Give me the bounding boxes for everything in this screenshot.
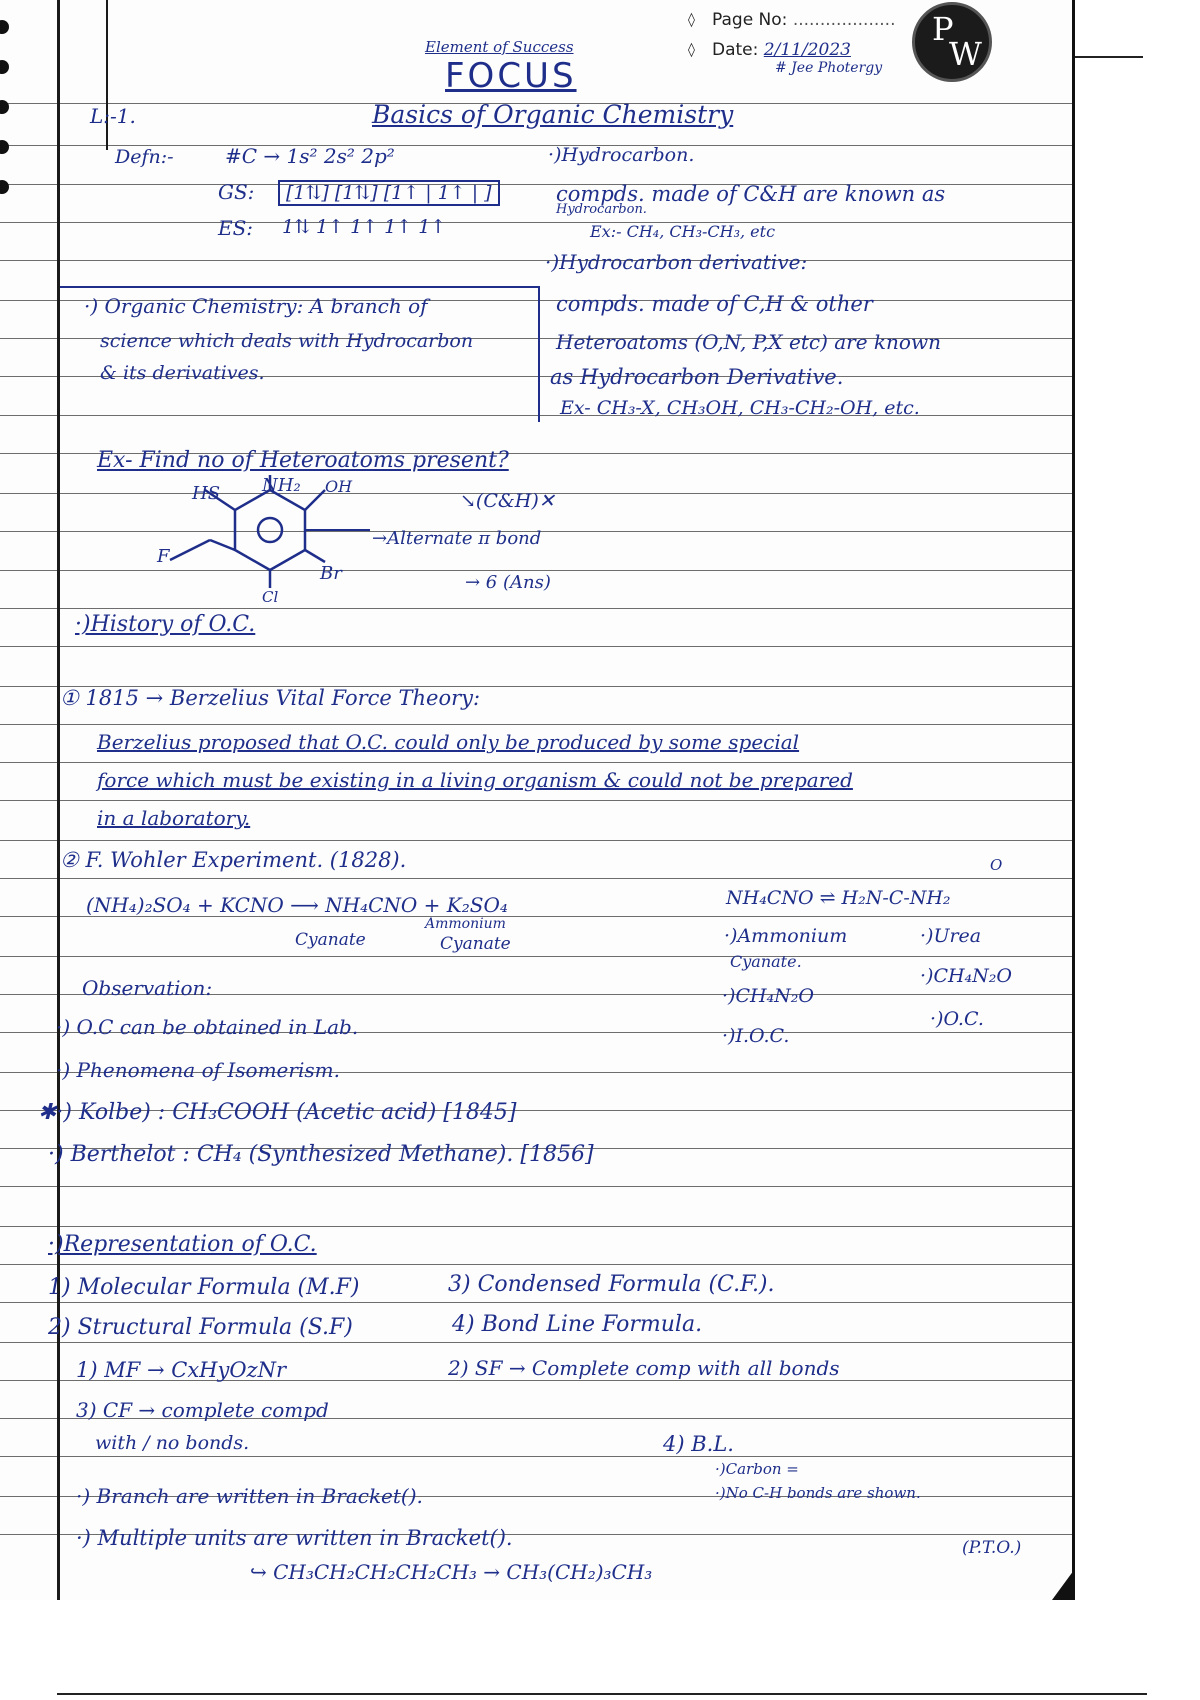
chapter-label: L:-1. [90, 104, 136, 128]
hc-derivative-line-3: as Hydrocarbon Derivative. [550, 365, 844, 389]
page-corner [1052, 1570, 1074, 1600]
kolbe-synthesis: ✱·) Kolbe) : CH₃COOH (Acetic acid) [1845] [38, 1100, 517, 1125]
ammonium-label: Ammonium [425, 916, 506, 932]
condensed-formula-note-1: 3) CF → complete compd [76, 1398, 329, 1422]
date: Date: 2/11/2023 [712, 40, 851, 60]
organic-chemistry-line-3: & its derivatives. [100, 362, 265, 384]
urea-label: ·)Urea [920, 925, 982, 947]
hs-group: HS [192, 483, 221, 504]
observation-1: ·) O.C can be obtained in Lab. [56, 1015, 359, 1039]
ammonium-cyanate-label: Cyanate [440, 934, 511, 954]
hydrocarbon-heading: ·)Hydrocarbon. [548, 144, 695, 166]
organic-chemistry-line-2: science which deals with Hydrocarbon [100, 330, 474, 352]
organic-chemistry-line-1: ·) Organic Chemistry: A branch of [84, 294, 428, 318]
margin-line [57, 0, 60, 1600]
observation-heading: Observation: [82, 976, 213, 1000]
point-2-heading: ② F. Wohler Experiment. (1828). [60, 848, 407, 872]
berthelot-synthesis: ·) Berthelot : CH₄ (Synthesized Methane). [1856] [48, 1142, 594, 1167]
condensed-formula-note-2: with / no bonds. [95, 1432, 250, 1454]
condensed-example: ↪ CH₃CH₂CH₂CH₂CH₃ → CH₃(CH₂)₃CH₃ [250, 1560, 653, 1584]
isomerization-equation: NH₄CNO ⇌ H₂N-C-NH₂ [726, 887, 951, 909]
representation-heading: ·)Representation of O.C. [48, 1232, 317, 1257]
edge-rule [1075, 56, 1143, 58]
excited-state-orbitals: 1⇅ 1↑ 1↑ 1↑ 1↑ [282, 216, 447, 238]
hc-derivative-example: Ex- CH₃-X, CH₃OH, CH₃-CH₂-OH, etc. [560, 397, 920, 419]
hydrocarbon-word: Hydrocarbon. [556, 202, 647, 217]
ground-state-label: GS: [218, 180, 255, 204]
cl-group: Cl [262, 588, 279, 606]
ammonium-cyanate-word: Cyanate. [730, 952, 802, 971]
ammonium-cyanate-head: ·)Ammonium [724, 925, 848, 947]
page-title: Basics of Organic Chemistry [372, 100, 734, 129]
bond-line-heading: 4) B.L. [663, 1432, 734, 1456]
brand-name: FOCUS [445, 56, 577, 96]
bond-line-note-2: ·)No C-H bonds are shown. [715, 1484, 921, 1502]
answer-note-2: →Alternate π bond [372, 528, 542, 549]
representation-1: 1) Molecular Formula (M.F) [48, 1275, 360, 1300]
brand-tagline: Element of Success [425, 38, 574, 56]
pw-logo: P W [912, 2, 992, 82]
point-1-line-2: force which must be existing in a living organism & could not be prepared [97, 768, 853, 792]
structural-formula-note: 2) SF → Complete comp with all bonds [448, 1356, 840, 1380]
page-number: Page No: ................... [712, 10, 896, 30]
organic-compound: ·)O.C. [930, 1008, 984, 1030]
ammonium-cyanate-formula: ·)CH₄N₂O [722, 985, 814, 1007]
wohler-reaction: (NH₄)₂SO₄ + KCNO ⟶ NH₄CNO + K₂SO₄ [86, 893, 508, 917]
hydrocarbon-example: Ex:- CH₄, CH₃-CH₃, etc [590, 222, 776, 241]
representation-4: 4) Bond Line Formula. [452, 1312, 703, 1337]
pto-note: (P.T.O.) [962, 1538, 1022, 1558]
molecular-formula-note: 1) MF → CxHyOzNr [76, 1358, 287, 1382]
bond-line-note-1: ·)Carbon = [715, 1460, 799, 1478]
electron-config: #C → 1s² 2s² 2p² [225, 144, 395, 168]
definition-label: Defn:- [115, 146, 174, 168]
page-edge [1072, 0, 1075, 1600]
hc-derivative-line-1: compds. made of C,H & other [556, 292, 873, 316]
hc-derivative-heading: ·)Hydrocarbon derivative: [545, 250, 808, 274]
multiple-units-note: ·) Multiple units are written in Bracket(). [76, 1526, 513, 1550]
point-1-line-1: Berzelius proposed that O.C. could only be produced by some special [97, 730, 800, 754]
cyanate-label: Cyanate [295, 930, 366, 950]
inorganic-compound: ·)I.O.C. [722, 1025, 790, 1047]
representation-3: 3) Condensed Formula (C.F.). [448, 1272, 775, 1297]
hc-derivative-line-2: Heteroatoms (O,N, P,X etc) are known [556, 330, 941, 354]
oh-group: OH [325, 477, 353, 496]
hashtag: # Jee Photergy [775, 60, 883, 76]
carbonyl-oxygen: O [990, 856, 1003, 874]
f-group: F [157, 546, 170, 567]
point-1-line-3: in a laboratory. [97, 806, 251, 830]
observation-2: ·) Phenomena of Isomerism. [56, 1058, 340, 1082]
ground-state-orbitals: [1⇅] [1⇅] [1↑ | 1↑ | ] [278, 180, 500, 206]
urea-formula: ·)CH₄N₂O [920, 965, 1012, 987]
point-1-heading: ① 1815 → Berzelius Vital Force Theory: [60, 686, 481, 710]
heteroatom-question: Ex- Find no of Heteroatoms present? [97, 448, 509, 473]
hydrocarbon-definition: compds. made of C&H are known as [556, 182, 946, 206]
branch-note: ·) Branch are written in Bracket(). [76, 1484, 423, 1508]
br-group: Br [320, 563, 342, 584]
excited-state-label: ES: [218, 216, 254, 240]
bottom-rule [57, 1693, 1147, 1695]
history-heading: ·)History of O.C. [75, 612, 256, 637]
answer-final: → 6 (Ans) [465, 572, 551, 593]
representation-2: 2) Structural Formula (S.F) [48, 1315, 353, 1340]
answer-note-1: ↘(C&H)✕ [460, 490, 555, 512]
nh2-group: NH₂ [262, 475, 301, 496]
paper-sheet: ◊ ◊ Page No: ................... Date: 2/11/2023 P W Element of Success FOCUS # Jee Photergy L:-1. Basics of Organic Chemistry Defn:- #C → 1s² 2s² 2p² GS: [1⇅] [1⇅] [1↑ | 1↑ | ] ES: 1⇅ 1↑ 1↑ 1↑ 1↑ ·)Hydrocarbon. compds. made of C&H are known as Hydrocarbon. Ex:- CH₄, CH₃-CH₃, etc ·)Hydrocarbon derivative: compds. made of C,H & other Heteroatoms (O,N, P,X etc) are known as Hydrocarbon Derivative. Ex- CH₃-X, CH₃OH, CH₃-CH₂-OH, etc. ·) Organic Chemistry: A branch of science which deals with Hydrocarbon & its derivatives. Ex- Find no of Heteroatoms present? HS NH₂ OH F Br Cl ↘(C&H)✕ →Alternate π bond → 6 (Ans) ·)History of O.C. ① 1815 → Berzelius Vital Force Theory: Berzelius proposed that O.C. could only be produced by some special force which must be existing in a living organism & could not be prepared in a laboratory. ② F. Wohler Experiment. (1828). (NH₄)₂SO₄ + KCNO ⟶ NH₄CNO + K₂SO₄ Cyanate Ammonium Cyanate O NH₄CNO ⇌ H₂N-C-NH₂ ·)Ammonium Cyanate. ·)CH₄N₂O ·)I.O.C. ·)Urea ·)CH₄N₂O ·)O.C. Observation: ·) O.C can be obtained in Lab. ·) Phenomena of Isomerism. ✱·) Kolbe) : CH₃COOH (Acetic acid) [1845] ·) Berthelot : CH₄ (Synthesized Methane). [1856] ·)Representation of O.C. 1) Molecular Formula (M.F) 3) Condensed Formula (C.F.). 2) Structural Formula (S.F) 4) Bond Line Formula. 1) MF → CxHyOzNr 2) SF → Complete comp with all bonds 3) CF → complete compd with / no bonds. 4) B.L. ·)Carbon = ·)No C-H bonds are shown. ·) Branch are written in Bracket(). ·) Multiple units are written in Bracket(). ↪ CH₃CH₂CH₂CH₂CH₃ → CH₃(CH₂)₃CH₃ (P.T.O.) [0, 0, 1075, 1600]
